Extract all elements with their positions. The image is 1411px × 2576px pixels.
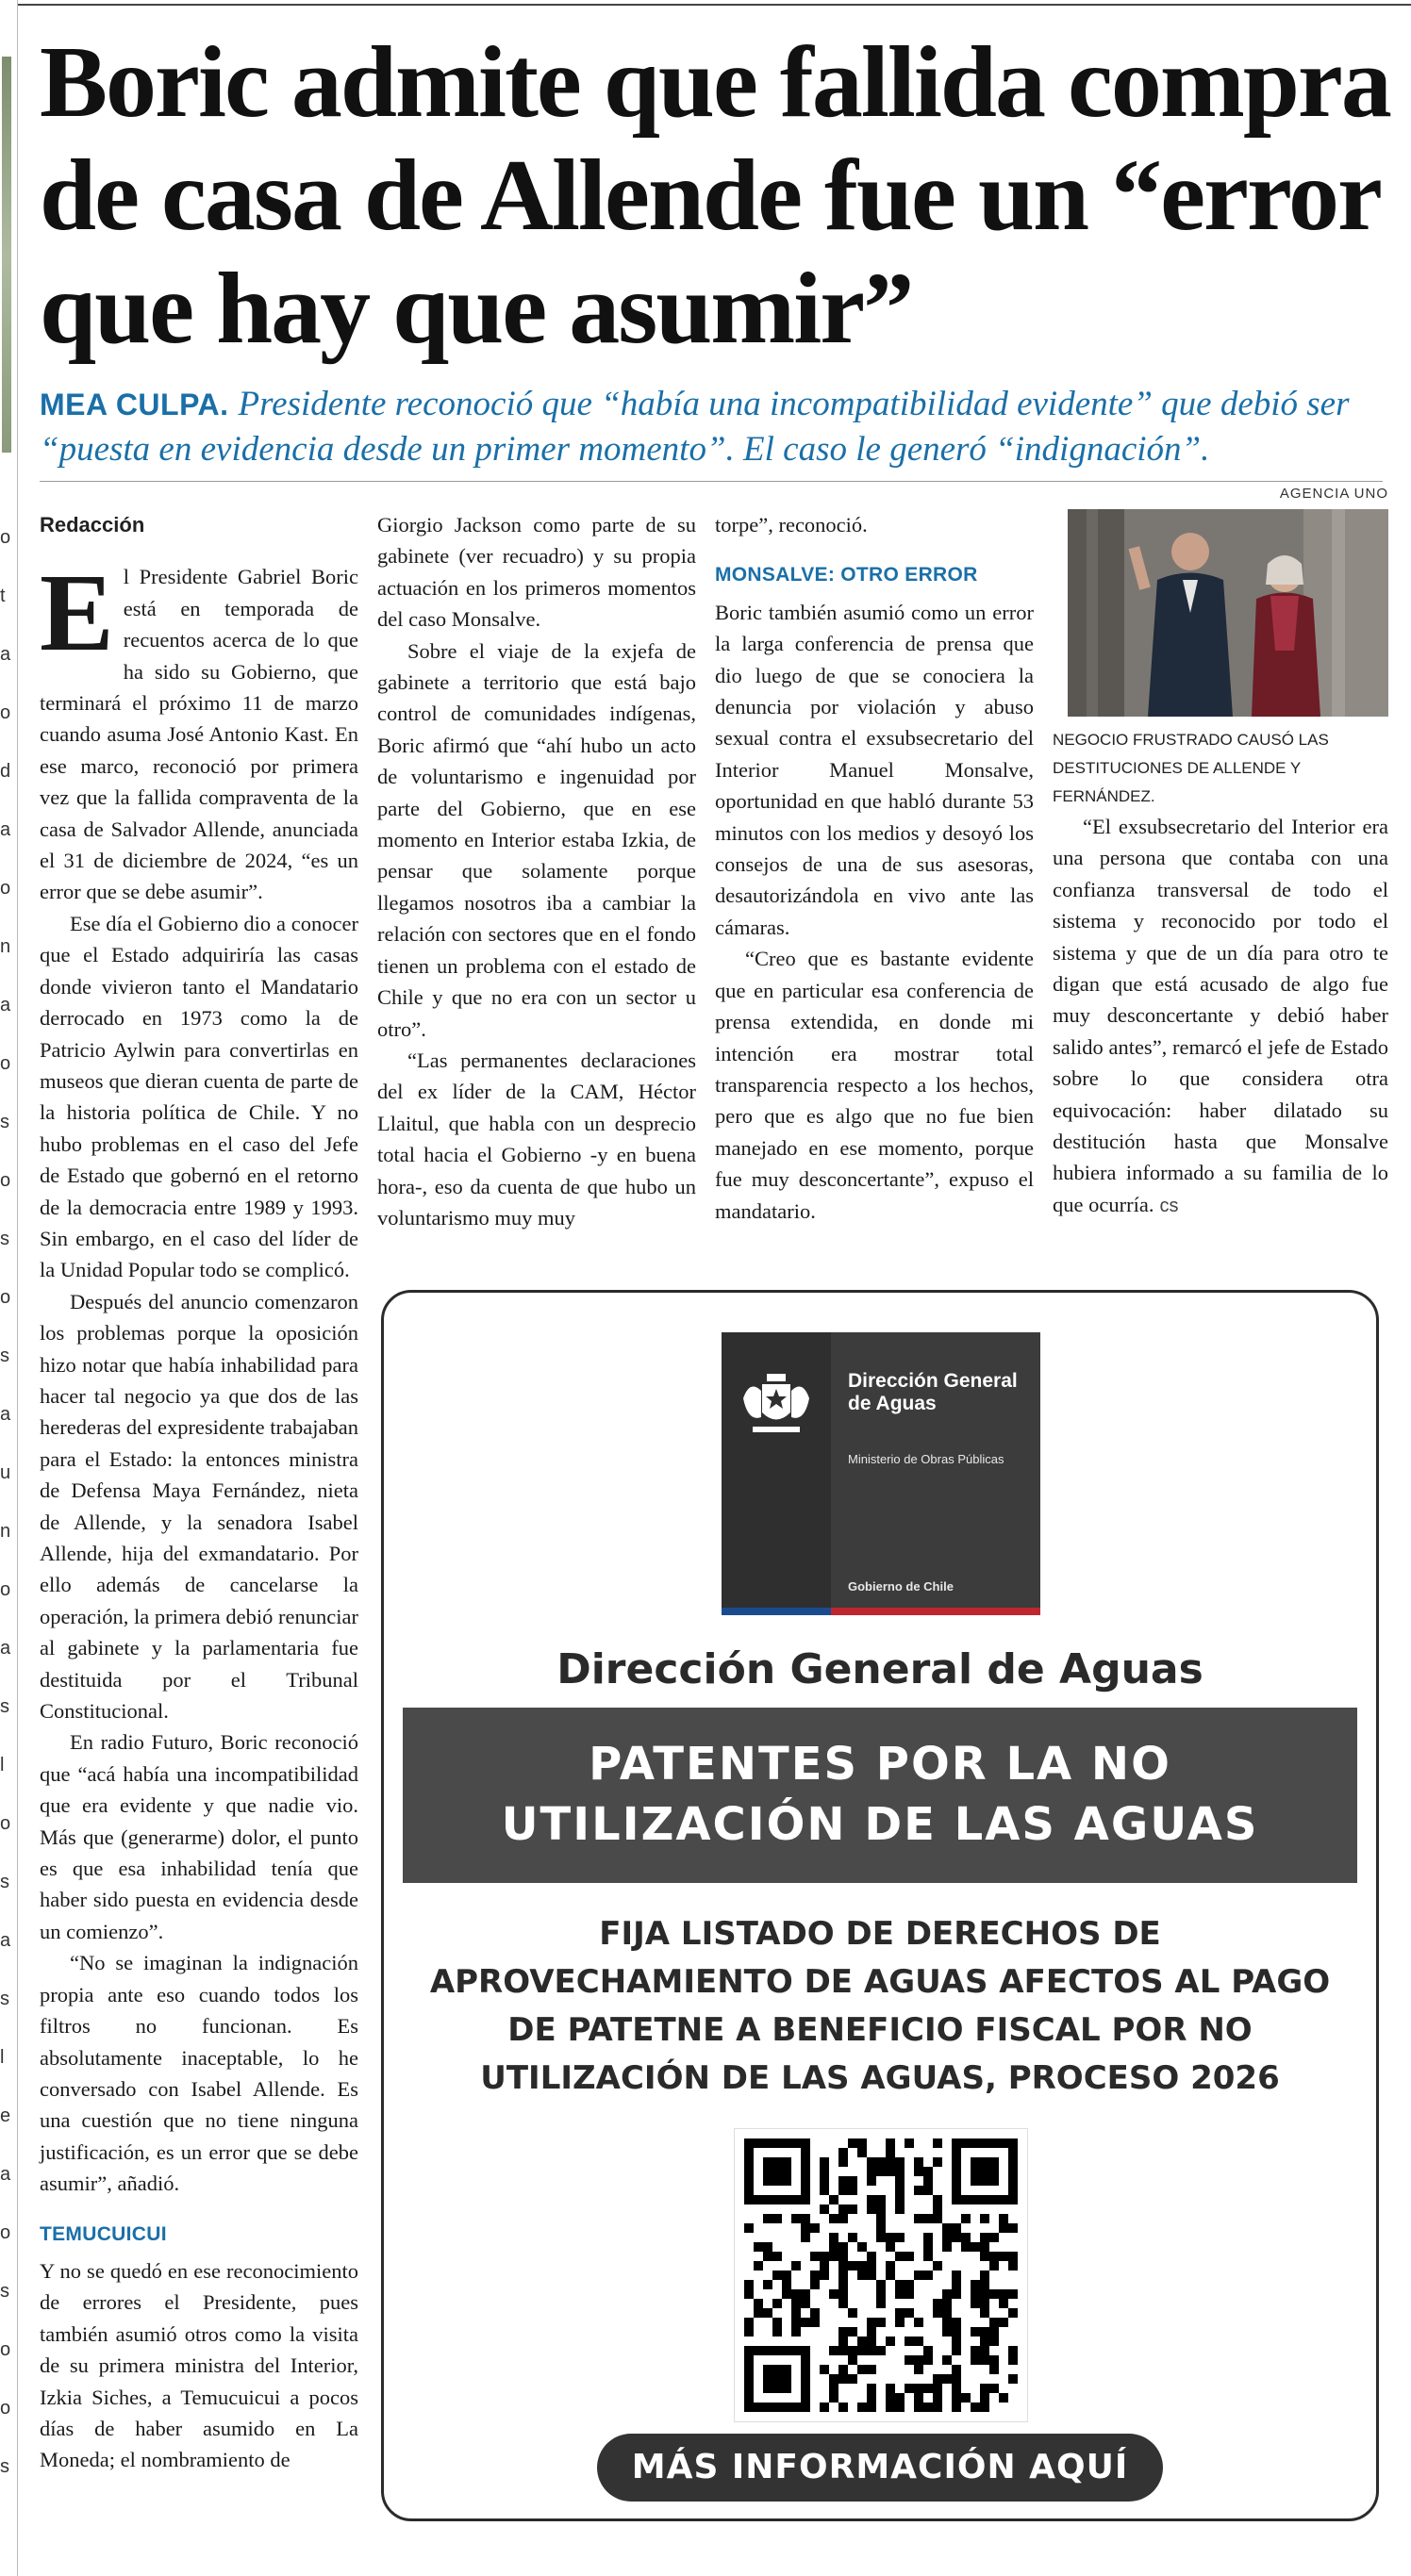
subheading-monsalve: MONSALVE: OTRO ERROR <box>715 564 978 586</box>
paragraph-8-cont: torpe”, reconoció. <box>715 513 868 537</box>
logo-ministry: Ministerio de Obras Públicas <box>848 1452 1004 1466</box>
gutter-fragment: a <box>0 995 11 1016</box>
adjacent-photo-strip <box>2 57 11 453</box>
gutter-fragment: u <box>0 1462 11 1483</box>
paragraph-10: “Creo que es bastante evidente que en particular esa conferencia de prensa extendida, en donde mi intención era mostrar total transparencia respecto a los hechos, pero que es algo que no fue bien manejado en ese momento, porque fue muy desconcertante”, expuso el mandatario. <box>715 947 1034 1223</box>
qr-code-icon <box>735 2129 1027 2421</box>
gutter-fragment: a <box>0 1638 11 1659</box>
photo-credit: AGENCIA UNO <box>1279 486 1388 502</box>
gutter-fragment: a <box>0 1930 11 1951</box>
article-column-2 <box>377 509 696 1233</box>
coat-of-arms-icon <box>739 1370 814 1436</box>
gutter-fragment: o <box>0 2398 11 2419</box>
gutter-fragment: s <box>0 1872 9 1892</box>
ad-banner <box>403 1708 1357 1883</box>
paragraph-7: Sobre el viaje de la exjefa de gabinete a territorio que está bajo control de comunidades indígenas, Boric afirmó que “ahí hubo un acto de voluntarismo e ingenuidad por parte del Gobierno, que en ese momento en Interior estaba Izkia, de pensar que solamente porque llegamos nosotros iba a cambiar la relación con sectores que en el fondo tienen un problema con el estado de Chile y que no era con un sector u otro”. <box>377 638 696 1041</box>
gutter-fragment: a <box>0 2164 11 2185</box>
more-info-button[interactable]: MÁS INFORMACIÓN AQUÍ <box>597 2434 1163 2502</box>
paragraph-11: “El exsubsecretario del Interior era una persona que contaba con una confianza transversal de todo el sistema y reconocido por todo el sistema y que de un día para otro te digan que está acusado de algo fue muy desconcertante y debió haber salido antes”, remarcó el jefe de Estado sobre lo que considera otra equivocación: haber dilatado su destitución hasta que Monsalve hubiera informado a su familia de lo que ocurría. cs <box>1053 815 1388 1216</box>
dga-logo <box>722 1332 1040 1615</box>
gutter-fragment: o <box>0 1170 11 1191</box>
photo-illustration <box>1068 509 1388 717</box>
paragraph-4: En radio Futuro, Boric reconoció que “acá había una incompatibilidad que era evidente y que nadie vio. Más que (generarme) dolor, el punto es que esa inhabilidad tenía que haber sido puesta en evidencia desde un comienzo”. <box>40 1730 358 1943</box>
paragraph-5: “No se imaginan la indignación propia ante eso cuando todos los filtros no funcionan. Es absolutamente inaceptable, lo he conversado con Isabel Allende. Es una cuestión que no tiene ninguna justificación, es un error que se debe asumir”, añadió. <box>40 1951 358 2196</box>
gutter-fragment: a <box>0 644 11 665</box>
dropcap: E <box>40 551 114 675</box>
gutter-fragment: s <box>0 2281 9 2302</box>
gutter-fragment: l <box>0 2047 5 2068</box>
article-column-3 <box>715 509 1034 1227</box>
lead-kicker: MEA CULPA. <box>40 388 229 421</box>
lead-text: Presidente reconoció que “había una incompatibilidad evidente” que debió ser “puesta en evidencia desde un primer momento”. El caso le generó “indignación”. <box>40 385 1350 469</box>
photo-caption: NEGOCIO FRUSTRADO CAUSÓ LAS DESTITUCIONES DE ALLENDE Y FERNÁNDEZ. <box>1053 731 1329 805</box>
advertisement <box>381 1290 1379 2521</box>
paragraph-6: Y no se quedó en ese reconocimiento de errores el Presidente, pues también asumió otros como la visita de su primera ministra del Interior, Izkia Siches, a Temucuicui a pocos días de haber asumido en La Moneda; el nombramiento de <box>40 2258 358 2472</box>
article-column-1 <box>40 509 358 2476</box>
ad-body-text: FIJA LISTADO DE DERECHOS DE APROVECHAMIENTO DE AGUAS AFECTOS AL PAGO DE PATETNE A BENEFICIO FISCAL POR NO UTILIZACIÓN DE LAS AGUAS, PROCESO 2026 <box>429 1915 1331 2097</box>
article-lead <box>40 382 1379 471</box>
end-mark: cs <box>1159 1195 1179 1216</box>
gutter-fragment: e <box>0 2105 11 2126</box>
gutter-fragment: o <box>0 1579 11 1600</box>
gutter-fragment: o <box>0 2339 11 2360</box>
paragraph-8: “Las permanentes declaraciones del ex líder de la CAM, Héctor Llaitul, que habla con un desprecio total hacia el Gobierno -y en buena hora-, eso da cuenta de que hubo un voluntarismo muy muy <box>377 1048 696 1230</box>
gutter-fragment: o <box>0 1053 11 1074</box>
banner-line-2: UTILIZACIÓN DE LAS AGUAS <box>501 1798 1259 1851</box>
paragraph-2: Ese día el Gobierno dio a conocer que el Estado adquiriría las casas donde vivieron tanto el Mandatario derrocado en 1973 como la de Patricio Aylwin para convertirlas en museos que dieran cuenta de parte de la historia política de Chile. Y no hubo problemas en el caso del Jefe de Estado que gobernó en el retorno de la democracia entre 1989 y 1993. Sin embargo, en el caso del líder de la Unidad Popular todo se complicó. <box>40 911 358 1282</box>
gutter-fragment: a <box>0 819 11 840</box>
subheading-temucuicui: TEMUCUICUI <box>40 2222 167 2245</box>
article-headline: Boric admite que fallida compra de casa de Allende fue un “error que hay que asumir” <box>40 26 1390 365</box>
paragraph-1: El Presidente Gabriel Boric está en temporada de recuentos acerca de lo que ha sido su Gobierno, que terminará el próximo 11 de marzo cuando asuma José Antonio Kast. En ese marco, reconoció por primera vez que la fallida compraventa de la casa de Salvador Allende, anunciada el 31 de diciembre de 2024, “es un error que se debe asumir”. <box>40 551 358 904</box>
paragraph-6-cont: Giorgio Jackson como parte de su gabinete (ver recuadro) y su propia actuación en los primeros momentos del caso Monsalve. <box>377 513 696 632</box>
gutter-fragment: o <box>0 878 11 899</box>
gutter-fragment: o <box>0 2222 11 2243</box>
ad-organization-name: Dirección General de Aguas <box>556 1645 1204 1693</box>
logo-government: Gobierno de Chile <box>848 1579 954 1593</box>
logo-title: Dirección General de Aguas <box>848 1370 1018 1414</box>
gutter-fragment: n <box>0 936 11 957</box>
gutter-fragment: l <box>0 1755 5 1775</box>
article-column-4 <box>1053 811 1388 1222</box>
gutter-fragment: d <box>0 761 11 782</box>
gutter-fragment: s <box>0 2456 9 2477</box>
gutter-fragment: s <box>0 1229 9 1249</box>
article-photo <box>1068 509 1388 717</box>
byline: Redacción <box>40 513 145 537</box>
gutter-fragment: o <box>0 527 11 548</box>
gutter-fragment: s <box>0 1696 9 1717</box>
gutter-fragment: o <box>0 702 11 723</box>
gutter-fragment: n <box>0 1521 11 1542</box>
gutter-fragment: a <box>0 1404 11 1425</box>
top-rule <box>17 4 1411 6</box>
banner-line-1: PATENTES POR LA NO <box>589 1738 1171 1791</box>
qr-code[interactable] <box>734 2128 1028 2422</box>
paragraph-3: Después del anuncio comenzaron los problemas porque la oposición hizo notar que había inhabilidad para hacer tal negocio ya que dos de las herederas del expresidente trabajaban para el Estado: la entonces ministra de Defensa Maya Fernández, nieta de Allende, y la senadora Isabel Allende, hija del exmandatario. Por ello además de cancelarse la operación, la primera debió renunciar al gabinete y la parlamentaria fue destituida por el Tribunal Constitucional. <box>40 1289 358 1724</box>
gutter-fragment: s <box>0 1346 9 1366</box>
gutter-fragment: s <box>0 1112 9 1132</box>
gutter-fragment: o <box>0 1287 11 1308</box>
gutter-fragment: t <box>0 586 6 606</box>
gutter-fragment: o <box>0 1813 11 1834</box>
paragraph-9: Boric también asumió como un error la larga conferencia de prensa que dio luego de que se conociera la denuncia por violación y abuso sexual contra el exsubsecretario del Interior Manuel Monsalve, oportunidad en que habló durante 53 minutos con los medios y desoyó los consejos de una de sus asesoras, desautorizándola en vivo ante las cámaras. <box>715 600 1034 939</box>
adjacent-page-gutter <box>0 0 18 2576</box>
lead-divider <box>40 481 1383 482</box>
gutter-fragment: s <box>0 1989 9 2009</box>
